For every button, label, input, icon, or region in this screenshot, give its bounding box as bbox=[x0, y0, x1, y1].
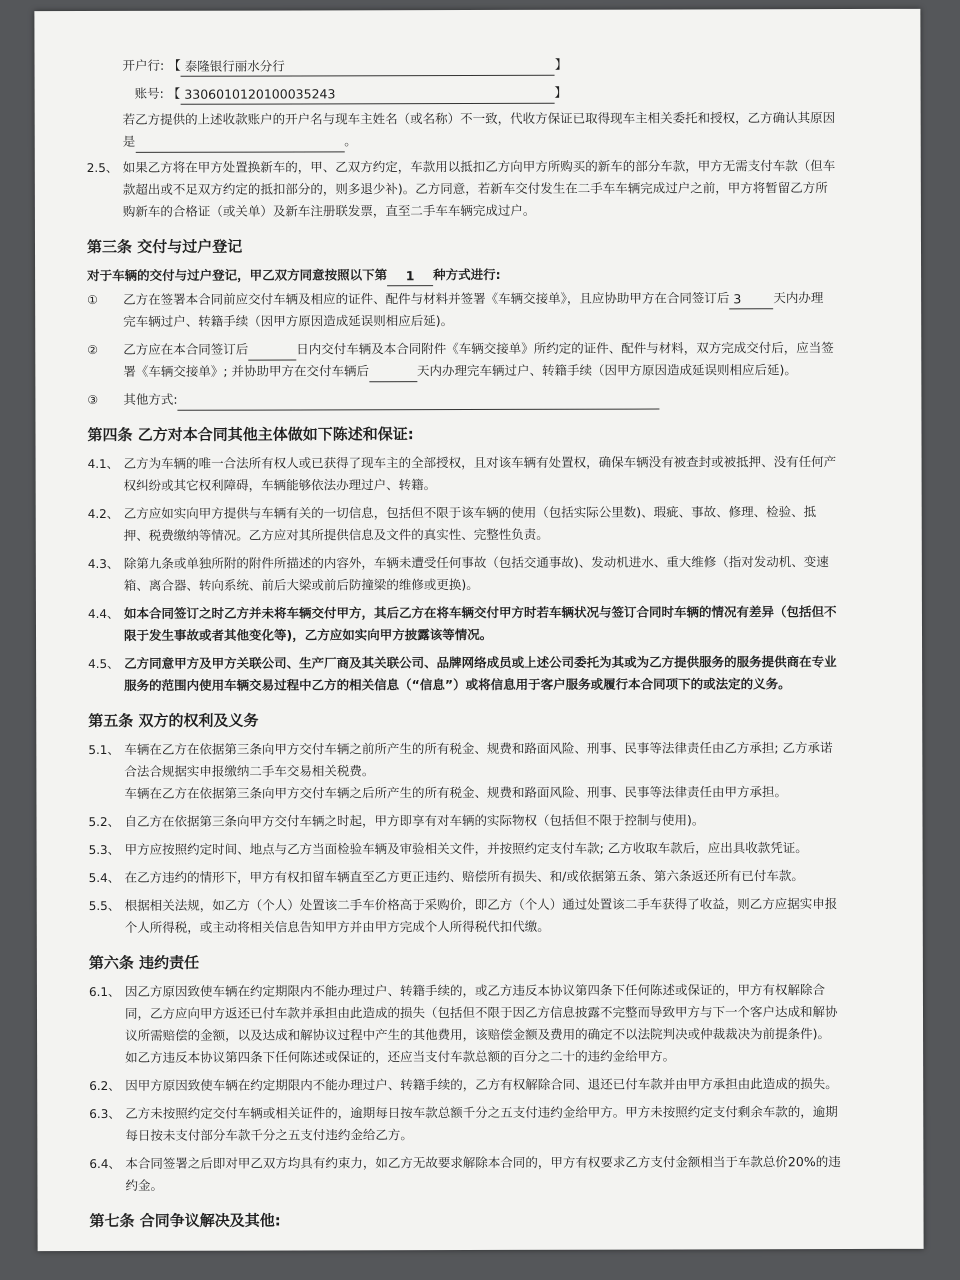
clause-body bbox=[124, 451, 882, 497]
bracket-close: 】 bbox=[554, 84, 567, 100]
intro-prefix: 对于车辆的交付与过户登记，甲乙双方同意按照以下第 bbox=[87, 267, 388, 284]
clause-4-1 bbox=[88, 451, 882, 497]
clause-body bbox=[123, 155, 881, 223]
option-1 bbox=[87, 287, 881, 333]
intro-suffix: 。 bbox=[344, 133, 357, 149]
clause-line: 个人所得税，或主动将相关信息告知甲方并由甲方完成个人所得税代扣代缴。 bbox=[124, 918, 550, 935]
article-4-title: 第四条 乙方对本合同其他主体做如下陈述和保证: bbox=[87, 425, 414, 445]
clause-line: 乙方未按照约定交付车辆或相关证件的，逾期每日按车款总额千分之五支付违约金给甲方。甲方未按照约定支付剩余车款的，逾期 bbox=[125, 1104, 838, 1121]
other-method-blank bbox=[178, 391, 660, 411]
clause-line: 限于发生事故或者其他变化等)，乙方应如实向甲方披露该等情况。 bbox=[123, 626, 493, 643]
clause-body bbox=[124, 601, 882, 647]
clause-body bbox=[125, 1151, 883, 1197]
clause-number: 4.2、 bbox=[87, 506, 119, 522]
clause-line: 权纠纷或其它权利障碍，车辆能够依法办理过户、转籍。 bbox=[123, 477, 437, 493]
clause-body bbox=[124, 809, 882, 833]
clause-body bbox=[124, 501, 882, 547]
clause-line: 箱、离合器、转向系统、前后大梁或前后防撞梁的维修或更换)。 bbox=[123, 577, 479, 593]
option-2 bbox=[87, 337, 881, 383]
intro-line-1: 若乙方提供的上述收款账户的开户名与现车主姓名（或名称）不一致，代收方保证已取得现车主相关委托和授权，乙方确认其原因 bbox=[122, 110, 836, 127]
clause-2-5 bbox=[87, 155, 881, 223]
intro-line-2 bbox=[123, 129, 881, 153]
document-content bbox=[86, 53, 883, 1239]
clause-4-4 bbox=[88, 601, 882, 647]
clause-line: 每日按未支付部分车款千分之五支付违约金给乙方。 bbox=[125, 1127, 413, 1143]
clause-line: 甲方应按照约定时间、地点与乙方当面检验车辆及审验相关文件，并按照约定支付车款; 乙方收取车款后，应出具收款凭证。 bbox=[124, 840, 808, 857]
bank-branch-label: 开户行: bbox=[122, 57, 165, 73]
clause-line: 押、税费缴纳等情况。乙方应对其所提供信息及文件的真实性、完整性负责。 bbox=[123, 526, 549, 543]
clause-line: 因乙方原因致使车辆在约定期限内不能办理过户、转籍手续的，或乙方违反本协议第四条下任何陈述或保证的，甲方有权解除合 bbox=[124, 982, 825, 999]
bracket-close: 】 bbox=[554, 56, 568, 72]
clause-number: 4.1、 bbox=[87, 456, 119, 472]
clause-number: 5.3、 bbox=[88, 842, 120, 858]
clause-line: 议所需赔偿的金额，以及达成和解协议过程中产生的其他费用，该赔偿金额及费用的确定不以法院判决或仲裁裁决为前提条件)。 bbox=[125, 1026, 830, 1043]
delivery-days-blank bbox=[248, 341, 296, 360]
clause-5-3 bbox=[89, 837, 883, 861]
clause-line: 根据相关法规，如乙方（个人）处置该二手车价格高于采购价，即乙方（个人）通过处置该二手车获得了收益，则乙方应据实申报 bbox=[124, 896, 838, 913]
clause-line: 本合同签署之后即对甲乙双方均具有约束力，如乙方无故要求解除本合同的，甲方有权要求乙方支付金额相当于车款总价20%的违 bbox=[125, 1154, 841, 1171]
intro-paragraph bbox=[87, 107, 881, 153]
bank-account-label: 账号: bbox=[134, 85, 164, 101]
option-line bbox=[123, 387, 881, 411]
option-text: 天内办理 bbox=[773, 290, 824, 306]
article-7-title: 第七条 合同争议解决及其他: bbox=[89, 1211, 281, 1231]
option-body bbox=[123, 337, 881, 383]
transfer-days-blank bbox=[369, 363, 417, 382]
option-text: 日内交付车辆及本合同附件《车辆交接单》所约定的证件、配件与材料，双方完成交付后，应当签 bbox=[296, 340, 834, 357]
clause-body bbox=[125, 1101, 883, 1147]
bank-account-row bbox=[135, 81, 881, 105]
clause-line: 车辆在乙方在依据第三条向甲方交付车辆之前所产生的所有税金、规费和路面风险、刑事、民事等法律责任由乙方承担; 乙方承诺 bbox=[124, 740, 833, 757]
clause-line: 同，乙方应向甲方返还已付车款并承担由此造成的损失（包括但不限于因乙方信息披露不完整而导致甲方与下一个客户达成和解协 bbox=[124, 1004, 838, 1021]
clause-6-2 bbox=[89, 1073, 883, 1097]
clause-line: 如乙方违反本协议第四条下任何陈述或保证的，还应当支付车款总额的百分之二十的违约金给甲方。 bbox=[125, 1048, 676, 1065]
clause-body bbox=[125, 979, 883, 1069]
article-3-intro bbox=[87, 263, 881, 287]
clause-body bbox=[124, 551, 882, 597]
option-body bbox=[123, 387, 881, 411]
option-line: 完车辆过户、转籍手续（因甲方原因造成延误则相应后延)。 bbox=[123, 313, 454, 329]
option-text: 天内办理完车辆过户、转籍手续（因甲方原因造成延误则相应后延)。 bbox=[416, 362, 797, 379]
clause-5-4 bbox=[89, 865, 883, 889]
clause-line: 自乙方在依据第三条向甲方交付车辆之时起，甲方即享有对车辆的实际物权（包括但不限于控制与使用)。 bbox=[124, 812, 705, 829]
clause-number: 5.4、 bbox=[88, 870, 120, 886]
option-line bbox=[123, 287, 881, 311]
intro-suffix: 种方式进行: bbox=[433, 266, 501, 283]
clause-line: 车辆在乙方在依据第三条向甲方交付车辆之后所产生的所有税金、规费和路面风险、刑事、民事等法律责任由甲方承担。 bbox=[124, 784, 787, 801]
clause-4-2 bbox=[88, 501, 882, 547]
clause-number: 4.4、 bbox=[87, 606, 120, 622]
clause-body bbox=[125, 865, 883, 889]
option-number: ③ bbox=[87, 392, 99, 408]
clause-body bbox=[124, 651, 882, 697]
clause-body bbox=[125, 837, 883, 861]
article-6-title: 第六条 违约责任 bbox=[88, 953, 200, 973]
article-5-title: 第五条 双方的权利及义务 bbox=[88, 711, 259, 731]
option-text: 乙方应在本合同签订后 bbox=[123, 341, 249, 357]
option-line bbox=[123, 359, 881, 383]
clause-line: 乙方应如实向甲方提供与车辆有关的一切信息，包括但不限于该车辆的使用（包括实际公里数)、瑕疵、事故、修理、检验、抵 bbox=[123, 504, 817, 521]
clause-line: 合法合规据实申报缴纳二手车交易相关税费。 bbox=[124, 763, 375, 779]
clause-number: 6.1、 bbox=[88, 984, 121, 1000]
clause-line: 如本合同签订之时乙方并未将车辆交付甲方，其后乙方在将车辆交付甲方时若车辆状况与签订合同时车辆的情况有差异（包括但不 bbox=[123, 604, 837, 621]
clause-line: 在乙方违约的情形下，甲方有权扣留车辆直至乙方更正违约、赔偿所有损失、和/或依据第五条、第六条返还所有已付车款。 bbox=[124, 868, 804, 885]
clause-number: 5.5、 bbox=[88, 898, 120, 914]
clause-line: 服务的范围内使用车辆交易过程中乙方的相关信息（“信息”）或将信息用于客户服务或履行本合同项下的或法定的义务。 bbox=[124, 676, 791, 693]
bank-branch-row bbox=[122, 53, 880, 77]
option-text: 署《车辆交接单》; 并协助甲方在交付车辆后 bbox=[123, 363, 370, 379]
bracket-open: 【 bbox=[168, 57, 181, 73]
intro-prefix: 是 bbox=[122, 133, 136, 149]
clause-number: 6.3、 bbox=[89, 1106, 121, 1122]
clause-line: 除第九条或单独所附的附件所描述的内容外，车辆未遭受任何事故（包括交通事故)、发动机进水、重大维修（指对发动机、变速 bbox=[123, 554, 829, 571]
clause-line: 乙方为车辆的唯一合法所有权人或已获得了现车主的全部授权，且对该车辆有处置权，确保车辆没有被查封或被抵押、没有任何产 bbox=[123, 454, 837, 471]
clause-number: 5.2、 bbox=[88, 814, 120, 830]
option-3 bbox=[87, 387, 881, 411]
clause-6-1 bbox=[89, 979, 883, 1069]
article-3-title: 第三条 交付与过户登记 bbox=[86, 237, 243, 257]
clause-number: 2.5、 bbox=[86, 160, 118, 176]
clause-line: 款超出或不足双方约定的抵扣部分的，则多退少补)。乙方同意，若新车交付发生在二手车车辆完成过户之前，甲方将暂留乙方所 bbox=[122, 180, 828, 197]
clause-body bbox=[125, 893, 883, 939]
bank-branch-value: 泰隆银行丽水分行 bbox=[181, 57, 555, 77]
clause-number: 6.4、 bbox=[89, 1156, 121, 1172]
clause-line: 购新车的合格证（或关单）及新车注册联发票，直至二手车车辆完成过户。 bbox=[122, 202, 536, 219]
clause-body bbox=[125, 1073, 883, 1097]
clause-line: 乙方同意甲方及甲方关联公司、生产厂商及其关联公司、品牌网络成员或上述公司委托为其或为乙方提供服务的服务提供商在专业 bbox=[124, 654, 837, 671]
clause-4-5 bbox=[88, 651, 882, 697]
clause-number: 4.5、 bbox=[88, 656, 120, 672]
clause-5-2 bbox=[88, 809, 882, 833]
bank-account-value: 33060101201000352​43 bbox=[180, 85, 554, 105]
method-number: 1 bbox=[387, 267, 433, 286]
option-days-blank: 3 bbox=[729, 290, 773, 309]
clause-number: 6.2、 bbox=[89, 1078, 121, 1094]
clause-number: 4.3、 bbox=[87, 556, 119, 572]
clause-line: 因甲方原因致使车辆在约定期限内不能办理过户、转籍手续的，乙方有权解除合同、退还已付车款并由甲方承担由此造成的损失。 bbox=[125, 1076, 838, 1093]
bracket-open: 【 bbox=[167, 85, 181, 101]
reason-blank bbox=[135, 133, 344, 153]
clause-4-3 bbox=[88, 551, 882, 597]
option-line bbox=[123, 337, 881, 361]
clause-6-4 bbox=[89, 1151, 883, 1197]
clause-line: 约金。 bbox=[125, 1177, 163, 1193]
option-body bbox=[123, 287, 881, 333]
clause-5-5 bbox=[89, 893, 883, 939]
document-page bbox=[34, 9, 923, 1251]
option-number: ① bbox=[87, 292, 98, 308]
clause-5-1 bbox=[88, 737, 882, 805]
clause-6-3 bbox=[89, 1101, 883, 1147]
option-text: 乙方在签署本合同前应交付车辆及相应的证件、配件与材料并签署《车辆交接单》，且应协助甲方在合同签订后 bbox=[123, 290, 730, 307]
clause-body bbox=[124, 737, 882, 805]
clause-number: 5.1、 bbox=[88, 742, 120, 758]
option-number: ② bbox=[87, 342, 99, 358]
clause-line: 如果乙方将在甲方处置换新车的，甲、乙双方约定，车款用以抵扣乙方向甲方所购买的新车的部分车款，甲方无需支付车款（但车 bbox=[122, 158, 836, 175]
option-text: 其他方式: bbox=[123, 391, 178, 407]
